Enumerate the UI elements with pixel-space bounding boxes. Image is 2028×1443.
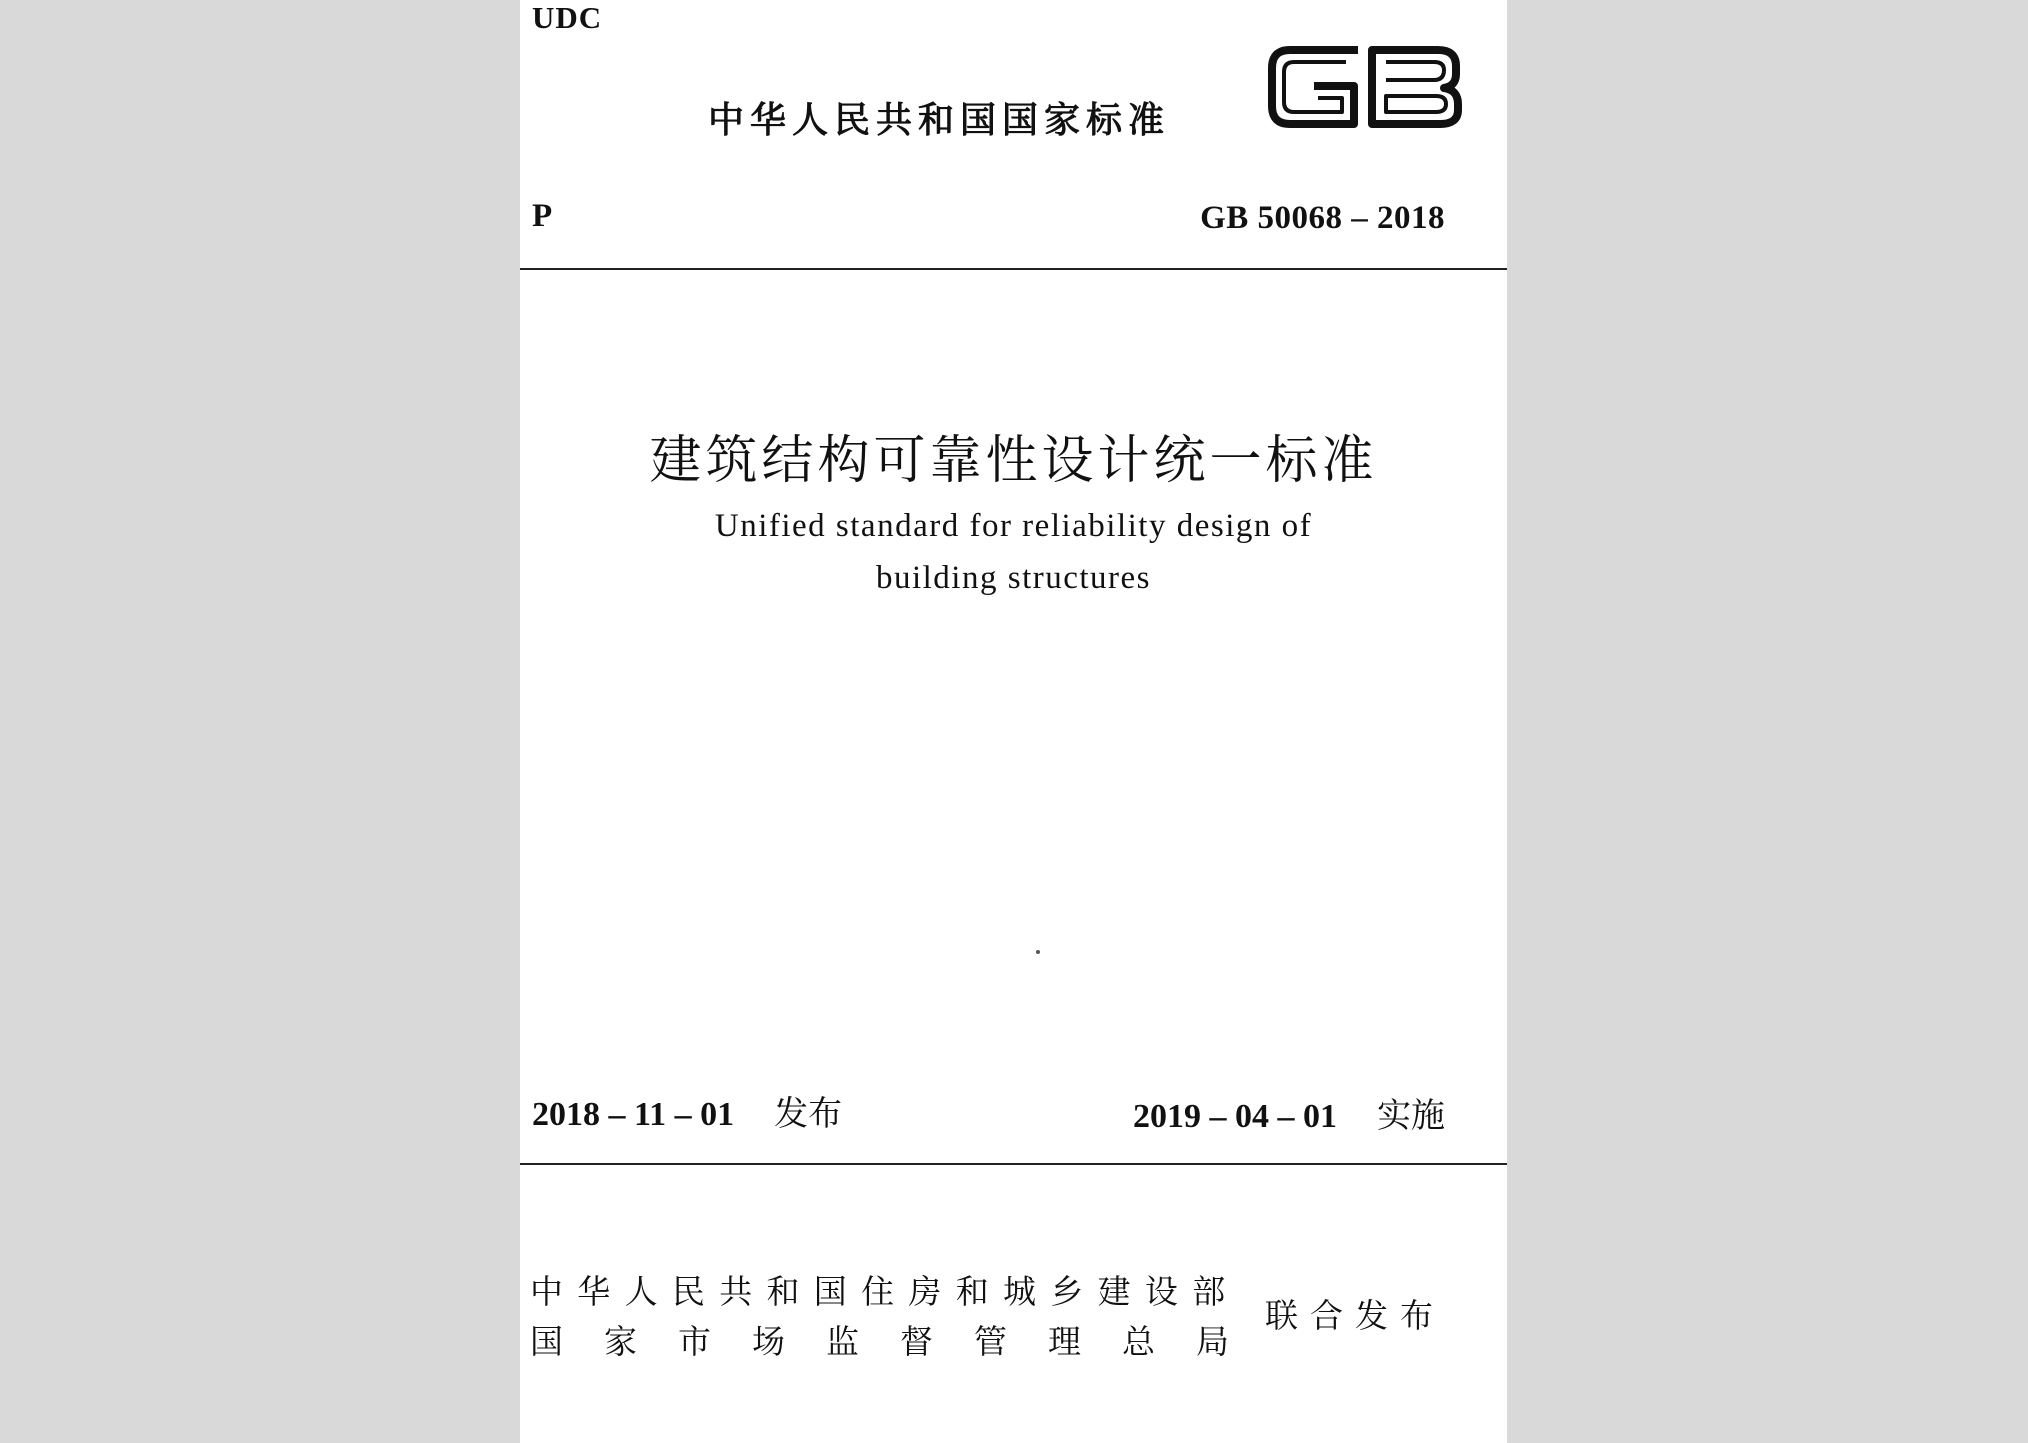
issue-date: 2018 – 11 – 01 (532, 1096, 735, 1133)
joint-release-label: 联合发布 (1265, 1296, 1445, 1335)
issue-label: 发布 (774, 1094, 843, 1134)
document-page (520, 0, 1507, 1443)
issue-date-block (532, 1086, 842, 1135)
issuer-ministry: 中华人民共和国住房和城乡建设部 (530, 1272, 1240, 1311)
top-divider (520, 268, 1507, 270)
issuer-administration: 国家市场监督管理总局 (530, 1322, 1270, 1361)
title-english (520, 500, 1507, 604)
title-chinese: 建筑结构可靠性设计统一标准 (649, 433, 1378, 490)
effective-date: 2019 – 04 – 01 (1133, 1098, 1337, 1135)
national-standard-heading: 中华人民共和国国家标准 (708, 100, 1171, 141)
scan-mark (1036, 950, 1040, 954)
bottom-divider (520, 1163, 1507, 1165)
category-code: P (532, 198, 553, 234)
title-english-line-1: Unified standard for reliability design of (714, 508, 1313, 544)
effective-date-block (1133, 1088, 1445, 1137)
standard-number: GB 50068 – 2018 (1200, 200, 1445, 236)
effective-label: 实施 (1377, 1096, 1445, 1136)
udc-label: UDC (532, 0, 603, 35)
title-english-line-2: building structures (875, 560, 1152, 596)
gb-logo-icon (1262, 40, 1468, 134)
